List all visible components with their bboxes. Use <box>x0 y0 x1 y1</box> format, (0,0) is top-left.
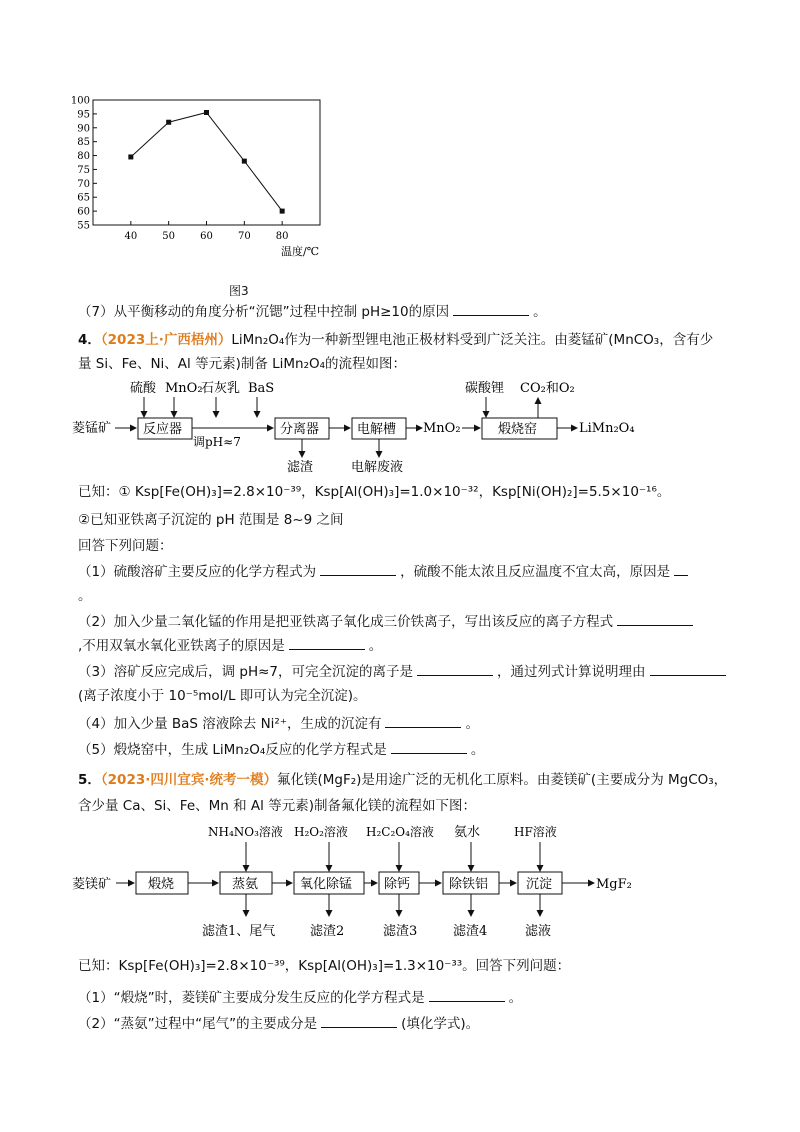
q5-flow-diagram <box>70 820 670 945</box>
q5-waste3: 滤渣3 <box>383 924 418 939</box>
answer-blank[interactable] <box>321 1014 397 1028</box>
answer-blank[interactable] <box>320 562 396 576</box>
q5-waste1: 滤渣1、尾气 <box>202 924 276 939</box>
q4-part1: （1）硫酸溶矿主要反应的化学方程式为 ，硫酸不能太浓且反应温度不宜太高，原因是 <box>78 562 692 582</box>
data-point <box>280 209 285 214</box>
answer-blank[interactable] <box>674 562 688 576</box>
q4-part4: （4）加入少量 BaS 溶液除去 Ni²⁺，生成的沉淀有 。 <box>78 716 479 732</box>
q4-reagent-lime: 石灰乳 <box>201 381 241 396</box>
y-tick-label: 60 <box>77 206 90 218</box>
q4-waste-residue: 滤渣 <box>287 460 314 475</box>
q4-waste-electrolyte: 电解废液 <box>351 460 404 475</box>
q5-box-precipitate-label: 沉淀 <box>526 877 553 892</box>
q4-part5: （5）煅烧窑中，生成 LiMn₂O₄反应的化学方程式是 。 <box>78 742 485 758</box>
answer-blank[interactable] <box>417 662 493 676</box>
x-axis-label: 温度/℃ <box>280 245 320 258</box>
data-point <box>204 110 209 115</box>
q5-reagent-h2c2o4: H₂C₂O₄溶液 <box>366 825 434 839</box>
q4-reagent-h2so4: 硫酸 <box>130 381 157 396</box>
q4-reagent-li2co3: 碳酸锂 <box>465 381 505 396</box>
x-tick-label: 60 <box>200 231 213 242</box>
q5-box-feal-removal-label: 除铁铝 <box>449 877 489 892</box>
q5-intro-line1: 5．（2023·四川宜宾·统考一模）氟化镁(MgF₂)是用途广泛的无机化工原料。由菱镁矿(主要成分为 MgCO₃， <box>78 772 728 788</box>
q4-intro-line1: 4．（2023上·广西梧州）LiMn₂O₄作为一种新型锂电池正极材料受到广泛关注。由菱锰矿(MnCO₃，含有少 <box>78 332 714 348</box>
q4-source: （2023上·广西梧州） <box>100 332 232 348</box>
q5-reagent-ammonia: 氨水 <box>454 825 481 840</box>
q5-product: MgF₂ <box>596 877 632 892</box>
q5-waste5: 滤液 <box>525 924 552 939</box>
q5-reagent-nh4no3: NH₄NO₃溶液 <box>208 825 283 839</box>
q4-known2: ②已知亚铁离子沉淀的 pH 范围是 8~9 之间 <box>78 512 344 528</box>
figure3-caption: 图3 <box>229 284 249 298</box>
q5-box-calcine-label: 煅烧 <box>148 877 175 892</box>
q4-mid-mno2: MnO₂ <box>423 421 461 436</box>
q4-box-separator-label: 分离器 <box>280 422 320 437</box>
x-tick-label: 40 <box>124 231 138 242</box>
q5-box-mn-removal-label: 氧化除锰 <box>300 877 353 892</box>
y-tick-label: 75 <box>77 164 90 176</box>
q5-source: （2023·四川宜宾·统考一模） <box>100 772 277 788</box>
q4-intro-line2: 量 Si、Fe、Ni、Al 等元素)制备 LiMn₂O₄的流程如图： <box>78 356 407 372</box>
q4-gas-out: CO₂和O₂ <box>520 381 575 396</box>
q5-waste2: 滤渣2 <box>310 924 345 939</box>
answer-blank[interactable] <box>650 662 726 676</box>
q5-reagent-hf: HF溶液 <box>514 825 557 839</box>
x-tick-label: 50 <box>162 231 176 242</box>
q4-ph-note: 调pH≈7 <box>193 435 241 449</box>
answer-blank[interactable] <box>429 988 505 1002</box>
figure3-chart <box>60 90 340 295</box>
q5-box-ammonia-evap-label: 蒸氨 <box>232 877 259 892</box>
q4-product: LiMn₂O₄ <box>579 421 635 436</box>
q4-start-material: 菱锰矿 <box>72 421 112 436</box>
y-tick-label: 90 <box>77 123 90 135</box>
q4-part2: （2）加入少量二氧化锰的作用是把亚铁离子氧化成三价铁离子，写出该反应的离子方程式 <box>78 612 697 632</box>
data-point <box>128 154 133 159</box>
answer-blank[interactable] <box>289 636 365 650</box>
q5-part1: （1）“煅烧”时，菱镁矿主要成分发生反应的化学方程式是 。 <box>78 990 523 1006</box>
q5-waste4: 滤渣4 <box>453 924 488 939</box>
chart-frame <box>93 100 320 225</box>
answer-blank[interactable] <box>385 714 461 728</box>
q4-box-kiln-label: 煅烧窑 <box>498 422 538 437</box>
q5-part2: （2）“蒸氨”过程中“尾气”的主要成分是 (填化学式)。 <box>78 1016 480 1032</box>
q4-answer-prompt: 回答下列问题： <box>78 538 173 554</box>
x-tick-label: 70 <box>237 231 251 242</box>
q5-intro-line2: 含少量 Ca、Si、Fe、Mn 和 Al 等元素)制备氟化镁的流程如下图： <box>78 798 476 814</box>
y-tick-label: 85 <box>77 137 90 149</box>
y-tick-label: 70 <box>77 178 90 190</box>
data-point <box>242 159 247 164</box>
q4-part2-cont: ,不用双氧水氧化亚铁离子的原因是 。 <box>78 638 383 654</box>
q3-part7: （7）从平衡移动的角度分析“沉锶”过程中控制 pH≥10的原因 。 <box>78 304 547 320</box>
q4-box-reactor-label: 反应器 <box>143 422 183 437</box>
y-tick-label: 80 <box>77 151 90 163</box>
answer-blank[interactable] <box>453 302 529 316</box>
y-tick-label: 100 <box>70 95 90 107</box>
q4-reagent-bas: BaS <box>248 381 275 396</box>
q4-part3-cont: (离子浓度小于 10⁻⁵mol/L 即可认为完全沉淀)。 <box>78 688 367 704</box>
q4-part3: （3）溶矿反应完成后，调 pH≈7，可完全沉淀的离子是 ，通过列式计算说明理由 <box>78 662 730 682</box>
q4-part1-end: 。 <box>78 588 92 604</box>
q4-reagent-mno2: MnO₂ <box>165 381 203 396</box>
q5-box-ca-removal-label: 除钙 <box>384 877 411 892</box>
q4-box-electrolyzer-label: 电解槽 <box>357 422 397 437</box>
y-tick-label: 55 <box>77 220 90 232</box>
answer-blank[interactable] <box>391 740 467 754</box>
q5-start-material: 菱镁矿 <box>72 877 112 892</box>
x-tick-label: 80 <box>275 231 289 242</box>
y-tick-label: 65 <box>77 192 90 204</box>
q4-known1: 已知：① Ksp[Fe(OH)₃]=2.8×10⁻³⁹，Ksp[Al(OH)₃]=1.0×10⁻³²，Ksp[Ni(OH)₂]=5.5×10⁻¹⁶。 <box>78 484 671 500</box>
q4-flow-diagram <box>70 375 710 475</box>
q5-known: 已知：Ksp[Fe(OH)₃]=2.8×10⁻³⁹，Ksp[Al(OH)₃]=1.3×10⁻³³。回答下列问题： <box>78 958 571 974</box>
y-tick-label: 95 <box>77 109 90 121</box>
data-point <box>166 120 171 125</box>
q5-reagent-h2o2: H₂O₂溶液 <box>294 825 348 839</box>
answer-blank[interactable] <box>617 612 693 626</box>
series-line <box>131 113 282 212</box>
